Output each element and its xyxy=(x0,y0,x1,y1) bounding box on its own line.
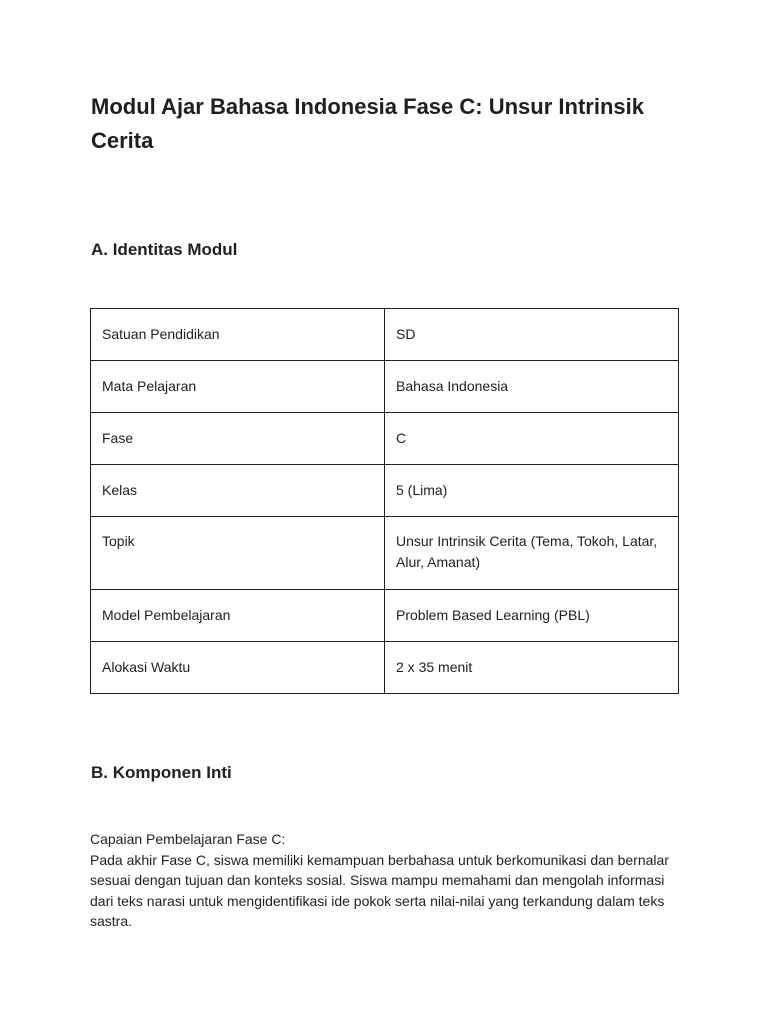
table-row xyxy=(91,590,679,642)
paragraph-line: sesuai dengan tujuan dan konteks sosial. Siswa mampu memahami dan mengolah informasi xyxy=(90,872,665,888)
row-value: SD xyxy=(385,309,679,361)
row-label: Alokasi Waktu xyxy=(91,642,385,694)
row-label: Topik xyxy=(91,517,385,590)
paragraph-line: sastra. xyxy=(90,913,133,929)
section-b-heading: B. Komponen Inti xyxy=(91,763,232,782)
document-title xyxy=(91,90,691,158)
paragraph-line: Capaian Pembelajaran Fase C: xyxy=(90,831,286,847)
row-value: Bahasa Indonesia xyxy=(385,361,679,413)
row-value xyxy=(385,517,679,590)
row-value-line-1: Unsur Intrinsik Cerita (Tema, Tokoh, Latar, xyxy=(396,533,658,549)
table-row xyxy=(91,309,679,361)
table-row xyxy=(91,642,679,694)
row-value: C xyxy=(385,413,679,465)
row-label: Satuan Pendidikan xyxy=(91,309,385,361)
paragraph-line: Pada akhir Fase C, siswa memiliki kemampuan berbahasa untuk berkomunikasi dan bernalar xyxy=(90,851,669,868)
document-title-line-1: Modul Ajar Bahasa Indonesia Fase C: Unsur Intrinsik xyxy=(91,94,644,119)
row-label: Mata Pelajaran xyxy=(91,361,385,413)
table-row xyxy=(91,361,679,413)
table-row xyxy=(91,465,679,517)
row-value: Problem Based Learning (PBL) xyxy=(385,590,679,642)
table-row xyxy=(91,413,679,465)
row-value-line-2: Alur, Amanat) xyxy=(396,554,481,570)
paragraph-line: dari teks narasi untuk mengidentifikasi ide pokok serta nilai-nilai yang terkandung dalam teks xyxy=(90,892,665,909)
document-title-line-2: Cerita xyxy=(91,128,154,153)
row-label: Kelas xyxy=(91,465,385,517)
row-value: 5 (Lima) xyxy=(385,465,679,517)
identity-table xyxy=(90,308,679,694)
row-value: 2 x 35 menit xyxy=(385,642,679,694)
table-row xyxy=(91,517,679,590)
learning-outcome-paragraph xyxy=(90,829,680,932)
row-label: Model Pembelajaran xyxy=(91,590,385,642)
row-label: Fase xyxy=(91,413,385,465)
section-a-heading: A. Identitas Modul xyxy=(91,240,238,259)
